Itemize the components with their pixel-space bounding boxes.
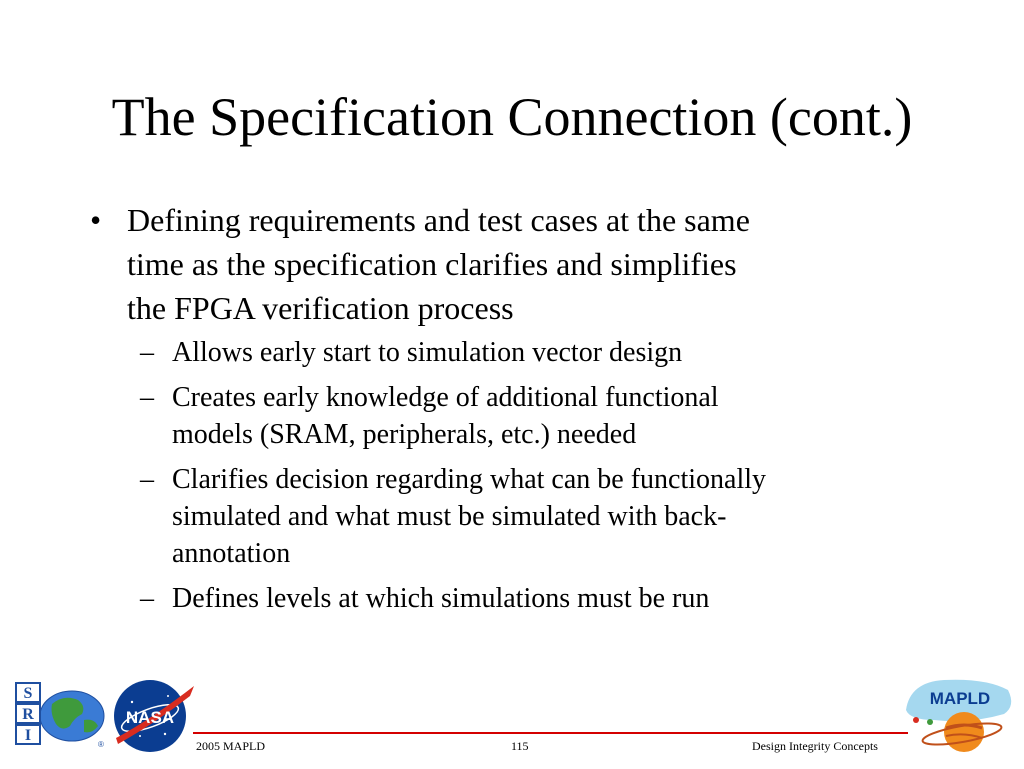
sri-letter-i: I bbox=[24, 727, 32, 744]
subbullet-dash: – bbox=[140, 464, 154, 495]
bullet-line: time as the specification clarifies and simplifies bbox=[127, 246, 737, 282]
bullet-marker: • bbox=[90, 202, 102, 238]
nasa-logo bbox=[110, 676, 198, 756]
subbullet-dash: – bbox=[140, 337, 154, 368]
mapld-logo bbox=[900, 676, 1018, 764]
subbullet-line: annotation bbox=[172, 538, 291, 569]
footer-company: Design Integrity Concepts bbox=[752, 739, 878, 753]
sri-letter-s: S bbox=[23, 685, 33, 702]
subbullet-dash: – bbox=[140, 382, 154, 413]
footer-rule bbox=[193, 732, 908, 734]
subbullet-line: models (SRAM, peripherals, etc.) needed bbox=[172, 419, 637, 450]
registered-mark: ® bbox=[98, 740, 104, 749]
subbullet-line: Clarifies decision regarding what can be functionally bbox=[172, 464, 767, 495]
subbullet-dash: – bbox=[140, 583, 154, 614]
nasa-wordmark: NASA bbox=[125, 708, 175, 727]
subbullet-line: simulated and what must be simulated with back- bbox=[172, 501, 727, 532]
page-number: 115 bbox=[511, 739, 529, 753]
bullet-line: Defining requirements and test cases at the same bbox=[127, 202, 750, 238]
sri-letter-r: R bbox=[22, 706, 34, 723]
sri-logo bbox=[12, 680, 108, 750]
subbullet-line: Defines levels at which simulations must be run bbox=[172, 583, 710, 614]
subbullet-line: Allows early start to simulation vector design bbox=[172, 337, 683, 368]
subbullet-line: Creates early knowledge of additional functional bbox=[172, 382, 719, 413]
footer-event: 2005 MAPLD bbox=[196, 739, 266, 753]
bullet-line: the FPGA verification process bbox=[127, 290, 514, 326]
mapld-wordmark: MAPLD bbox=[929, 689, 991, 708]
slide-title: The Specification Connection (cont.) bbox=[111, 87, 913, 147]
